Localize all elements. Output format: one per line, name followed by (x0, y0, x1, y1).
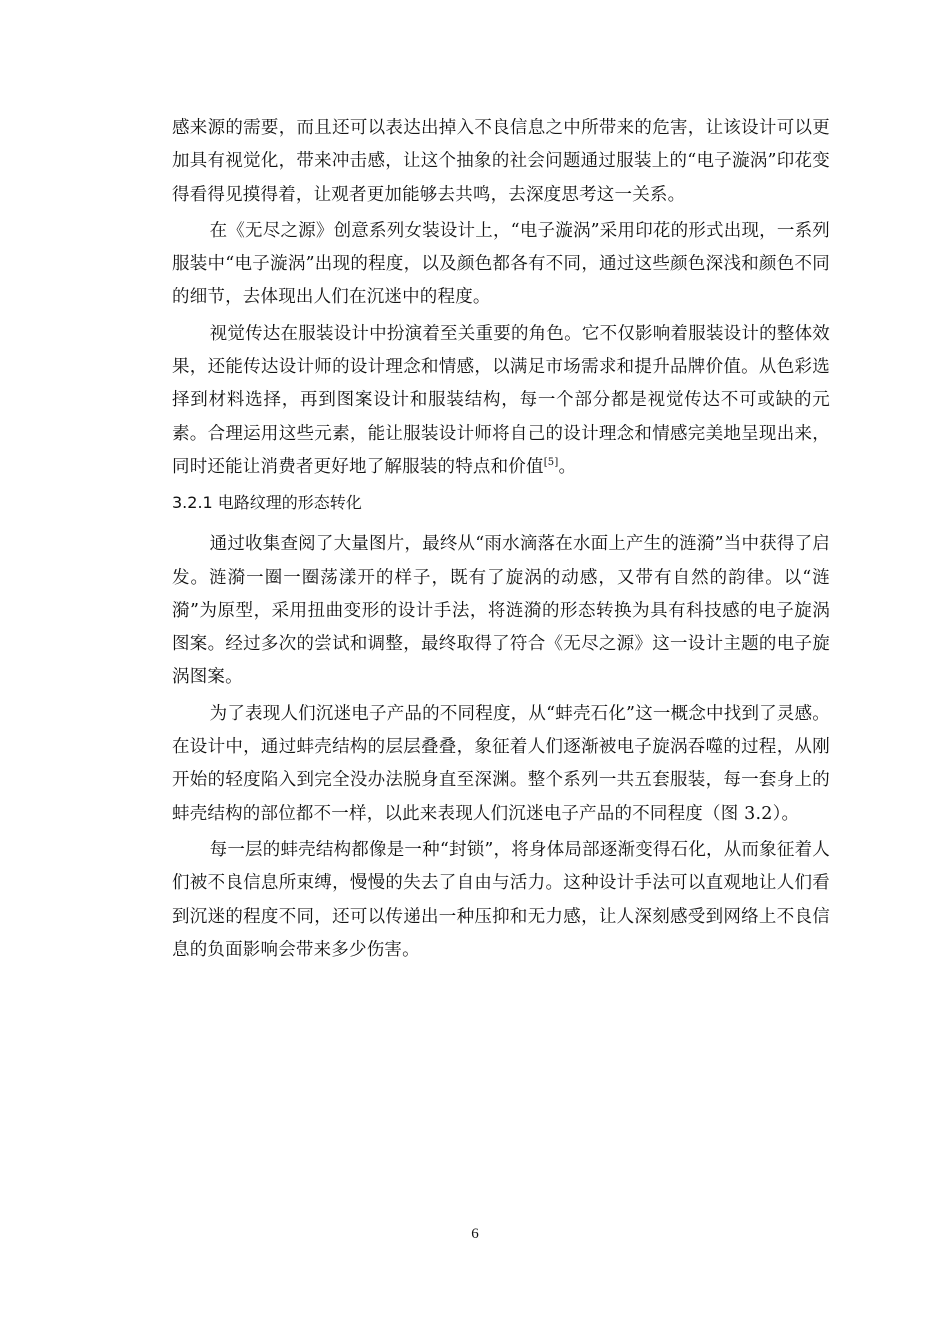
paragraph-shell-lock: 每一层的蚌壳结构都像是一种“封锁”，将身体局部逐渐变得石化，从而象征着人们被不良信息所束缚，慢慢的失去了自由与活力。这种设计手法可以直观地让人们看到沉迷的程度不同，还可以传递出一种压抑和无力感，让人深刻感受到网络上不良信息的负面影响会带来多少伤害。 (172, 839, 830, 960)
page-number: 6 (471, 1226, 479, 1242)
paragraph-text: 视觉传达在服装设计中扮演着至关重要的角色。它不仅影响着服装设计的整体效果，还能传达设计师的设计理念和情感，以满足市场需求和提升品牌价值。从色彩选择到材料选择，再到图案设计和服装结构，每一个部分都是视觉传达不可或缺的元素。合理运用这些元素，能让服装设计师将自己的设计理念和情感完美地呈现出来，同时还能让消费者更好地了解服装的特点和价值 (172, 323, 830, 477)
page-body (172, 112, 830, 970)
section-heading: 3.2.1 电路纹理的形态转化 (172, 493, 362, 513)
paragraph-shell-concept: 为了表现人们沉迷电子产品的不同程度，从“蚌壳石化”这一概念中找到了灵感。在设计中，通过蚌壳结构的层层叠叠，象征着人们逐渐被电子旋涡吞噬的过程，从刚开始的轻度陷入到完全没办法脱身直至深渊。整个系列一共五套服装，每一套身上的蚌壳结构的部位都不一样，以此来表现人们沉迷电子产品的不同程度（图 3.2）。 (172, 703, 830, 824)
paragraph-print-series: 在《无尽之源》创意系列女装设计上，“电子漩涡”采用印花的形式出现，一系列服装中“电子漩涡”出现的程度，以及颜色都各有不同，通过这些颜色深浅和颜色不同的细节，去体现出人们在沉迷中的程度。 (172, 220, 830, 308)
paragraph-continued: 感来源的需要，而且还可以表达出掉入不良信息之中所带来的危害，让该设计可以更加具有视觉化，带来冲击感，让这个抽象的社会问题通过服装上的“电子漩涡”印花变得看得见摸得着，让观者更加能够去共鸣，去深度思考这一关系。 (172, 118, 830, 205)
paragraph-visual-communication (172, 318, 830, 484)
paragraph-end-punctuation: 。 (558, 456, 577, 477)
paragraph-ripple-inspiration: 通过收集查阅了大量图片，最终从“雨水滴落在水面上产生的涟漪”当中获得了启发。涟漪一圈一圈荡漾开的样子，既有了旋涡的动感，又带有自然的韵律。以“涟漪”为原型，采用扭曲变形的设计手法，将涟漪的形态转换为具有科技感的电子旋涡图案。经过多次的尝试和调整，最终取得了符合《无尽之源》这一设计主题的电子旋涡图案。 (172, 534, 830, 688)
citation-reference: [5] (543, 457, 559, 469)
